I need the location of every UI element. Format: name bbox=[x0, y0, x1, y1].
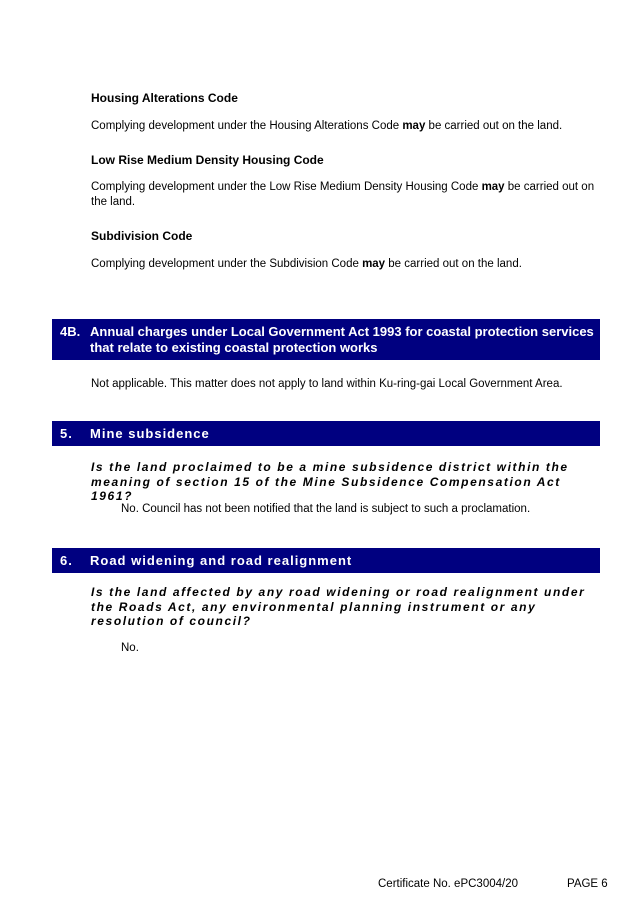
housing-alterations-text-end: be carried out on the land. bbox=[425, 120, 563, 132]
page-number: PAGE 6 bbox=[567, 878, 608, 890]
section-5-answer: No. Council has not been notified that the land is subject to such a proclamation. bbox=[121, 503, 531, 515]
housing-alterations-heading: Housing Alterations Code bbox=[91, 91, 238, 105]
section-4b-title: Annual charges under Local Government Act 1993 for coastal protection services that relate to existing coastal protection works bbox=[90, 324, 594, 355]
housing-alterations-emphasis: may bbox=[402, 120, 426, 132]
section-5-header bbox=[52, 421, 600, 446]
section-4b-header bbox=[52, 319, 600, 360]
low-rise-heading: Low Rise Medium Density Housing Code bbox=[91, 153, 324, 167]
subdivision-text-end: be carried out on the land. bbox=[385, 258, 522, 270]
subdivision-emphasis: may bbox=[362, 258, 386, 270]
certificate-number: Certificate No. ePC3004/20 bbox=[378, 878, 518, 890]
subdivision-text-start: Complying development under the Subdivision Code bbox=[91, 258, 363, 270]
section-6-number: 6. bbox=[60, 553, 73, 568]
subdivision-text bbox=[91, 257, 601, 272]
section-6-question: Is the land affected by any road widening or road realignment under the Roads Act, any environmental planning instrument or any resolution of council? bbox=[91, 585, 586, 628]
section-6-answer: No. bbox=[121, 642, 139, 654]
low-rise-text-start: Complying development under the Low Rise Medium Density Housing Code bbox=[91, 181, 482, 193]
section-5-number: 5. bbox=[60, 426, 73, 441]
low-rise-text-end: be carried out on the land. bbox=[91, 181, 595, 208]
low-rise-text bbox=[91, 180, 601, 210]
section-5-question: Is the land proclaimed to be a mine subsidence district within the meaning of section 15 of the Mine Subsidence Compensation Act 1961? bbox=[91, 460, 569, 503]
section-6-title: Road widening and road realignment bbox=[90, 553, 353, 568]
section-4b-body: Not applicable. This matter does not apply to land within Ku-ring-gai Local Government Area. bbox=[91, 378, 563, 390]
section-4b-number: 4B. bbox=[60, 324, 81, 339]
low-rise-emphasis: may bbox=[481, 181, 505, 193]
section-6-header bbox=[52, 548, 600, 573]
section-5-title: Mine subsidence bbox=[90, 426, 210, 441]
subdivision-heading: Subdivision Code bbox=[91, 229, 193, 243]
housing-alterations-text-start: Complying development under the Housing Alterations Code bbox=[91, 120, 403, 132]
housing-alterations-text bbox=[91, 119, 601, 134]
